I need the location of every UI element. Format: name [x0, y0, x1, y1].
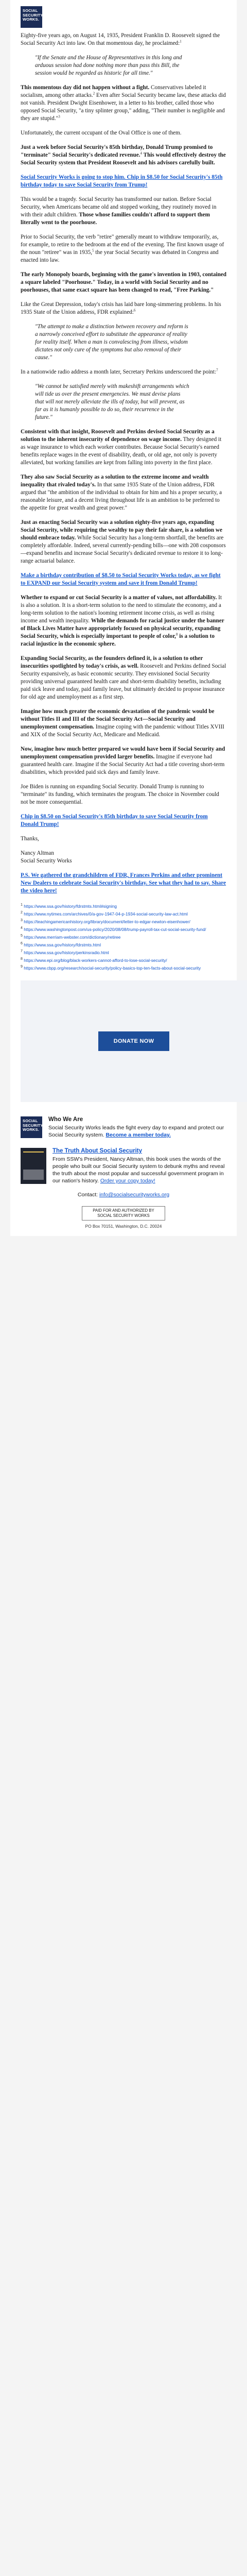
logo-line-3: WORKS.	[23, 17, 40, 22]
paragraph-2: This momentous day did not happen without a fight. Conservatives labeled it socialism, among other attacks.$^2$ Even after Social Security became law, these attacks did not vanish. President Dwight Eisenhower, in a letter to his brother, called those who opposed Social Security, "a tiny splinter group," adding, "Their number is negligible and they are stupid."$^3$	[21, 84, 226, 122]
paragraph-15: Imagine how much greater the economic devastation of the pandemic would be without Titles II and III of the Social Security Act—Social Security and unemployment compensation. Imagine coping with the pandemic without Titles XVIII and XIX of the Social Security Act, Medicare and Medicaid.	[21, 708, 224, 738]
paragraph-16: Now, imagine how much better prepared we would have been if Social Security and unemployment compensation provided larger benefits. Imagine if everyone had guaranteed health care. Imagine if the Social Security Act had a title covering short-term disabilities, which provided paid sick days and family leave.	[21, 746, 225, 775]
paragraph-10: Consistent with that insight, Roosevelt and Perkins devised Social Security as a solution to the inherent insecurity of dependence on wage income. They designed it as wage insurance to which each worker contributes. Because Social Security's earned benefits replace wages in the event of disability, death, or old age, not only is poverty alleviated, but working families are kept from falling into poverty in the first place.	[21, 429, 222, 466]
donate-section	[21, 980, 247, 1102]
footer-logo-line-3: WORKS.	[23, 1127, 40, 1132]
footnote	[21, 942, 226, 948]
order-book-link[interactable]: Order your copy today!	[100, 1178, 155, 1184]
book-promo-text	[52, 1148, 226, 1184]
donate-link-2[interactable]: Make a birthday contribution of $8.50 to Social Security Works today, as we fight to EXPAND our Social Security system and save it from Donald Trump!	[21, 572, 221, 586]
header	[21, 0, 226, 32]
footer-logo-line-1: SOCIAL	[23, 1118, 38, 1123]
paragraph-13: Whether to expand or cut Social Security is a matter of values, not affordability. It is also a solution. It is a short-term solution to the need to stimulate the economy, and a long-term solution to the nation's looming retirement income crisis, as well as rising income and wealth inequality. While the demands for racial justice under the banner of Black Lives Matter have appropriately focused on physical security, expanding Social Security, which is especially important to people of color,$^8$ is a solution to racial injustice in the economic sphere.	[21, 595, 224, 647]
footnote-link[interactable]: https://www.epi.org/blog/black-workers-cannot-afford-to-lose-social-security/	[24, 958, 167, 963]
logo-line-2: SECURITY	[23, 12, 43, 18]
footnote	[21, 935, 226, 940]
footnote-number: 9	[21, 965, 23, 969]
signoff-thanks: Thanks,	[21, 836, 39, 842]
paragraph-6: Prior to Social Security, the verb "retire" generally meant to withdraw temporarily, as, for example, to retire to the bedroom at the end of the evening. The first known usage of the noun "retiree" was in 1935,$^5$ the year Social Security was debated in Congress and enacted into law.	[21, 234, 224, 263]
book-title-link[interactable]: The Truth About Social Security	[52, 1148, 143, 1154]
footnote	[21, 904, 226, 909]
become-member-link[interactable]: Become a member today.	[105, 1132, 171, 1138]
donate-link-3-wrap	[21, 813, 226, 828]
footnote-number: 3	[21, 919, 23, 923]
book-description: From SSW's President, Nancy Altman, this book uses the words of the people who built our Social Security system to debunk myths and reveal the truth about the most popular and successful government program in our nation's history. Order your copy today!	[52, 1156, 225, 1184]
footnote	[21, 927, 226, 933]
paragraph-5: This would be a tragedy. Social Security has transformed our nation. Before Social Security, when Americans became old and stopped working, they routinely moved in with their adult children. Those whose families couldn't afford to support them literally went to the poorhouse.	[21, 196, 217, 226]
footnote-number: 2	[21, 911, 23, 915]
ps-video-link[interactable]: P.S. We gathered the grandchildren of FDR, Frances Perkins and other prominent New Dealers to celebrate Social Security's birthday. See what they had to say. Share the video here!	[21, 872, 226, 894]
book-promo	[21, 1148, 226, 1184]
footnote-list	[21, 902, 226, 976]
social-security-works-logo[interactable]	[21, 6, 42, 28]
signature	[21, 850, 226, 865]
paid-for-disclaimer	[82, 1206, 165, 1221]
footer	[10, 1102, 237, 1236]
ps-wrap	[21, 872, 226, 895]
mailing-address: PO Box 70151, Washington, D.C. 20024	[85, 1224, 162, 1229]
donate-link-1-wrap	[21, 174, 226, 189]
signature-name: Nancy Altman	[21, 850, 54, 856]
who-we-are-text	[48, 1116, 226, 1139]
book-title	[52, 1148, 226, 1154]
donate-link-1[interactable]: Social Security Works is going to stop him. Chip in $8.50 for Social Security's 85th birthday today to save Social Security from Trump!	[21, 174, 223, 188]
footnote-number: 5	[21, 934, 23, 938]
footnote	[21, 950, 226, 956]
footnote-link[interactable]: https://www.ssa.gov/history/fdrstmts.html#signing	[24, 904, 117, 909]
paragraph-11: They also saw Social Security as a solution to the extreme income and wealth inequality that rivaled today's. In that same 1935 State of the Union address, FDR argued that "the ambition of the individual to obtain for him and his a proper security, a reasonable leisure, and a decent living throughout life is an ambition to be preferred to the appetite for great wealth and great power."	[21, 474, 222, 511]
who-we-are	[21, 1116, 226, 1139]
paragraph-3: Unfortunately, the current occupant of the Oval Office is one of them.	[21, 130, 182, 136]
email-body	[10, 0, 237, 1102]
footer-logo-line-2: SECURITY	[23, 1123, 43, 1128]
email-viewport	[0, 0, 247, 1245]
quote-fdr-state-of-union: "The attempt to make a distinction between recovery and reform is a narrowly conceived effort to substitute the appearance of reality for reality itself. When a man is convalescing from illness, wisdom dictates not only cure of the symptoms but also removal of their cause."	[35, 324, 188, 361]
footnote-link[interactable]: https://www.ssa.gov/history/fdrstmts.html	[24, 942, 101, 947]
paid-line-2: SOCIAL SECURITY WORKS	[97, 1213, 150, 1218]
donate-link-3[interactable]: Chip in $8.50 on Social Security's 85th birthday to save Social Security from Donald Trump!	[21, 814, 208, 827]
paragraph-1: Eighty-five years ago, on August 14, 1935, President Franklin D. Roosevelt signed the Social Security Act into law. On that momentous day, he proclaimed:$^1$	[21, 32, 220, 46]
paragraph-12: Just as enacting Social Security was a solution eighty-five years ago, expanding Social Security, while requiring the wealthy to pay their fair share, is a solution we should embrace today. While Social Security has a long-term shortfall, the benefits are completely affordable. Indeed, several currently-pending bills—one with 208 cosponsors—expand benefits and increase Social Security's dedicated revenue to restore it to long-range actuarial balance.	[21, 519, 226, 564]
donate-now-button[interactable]: DONATE NOW	[98, 1031, 169, 1051]
paragraph-4: Just a week before Social Security's 85th birthday, Donald Trump promised to "terminate" Social Security's dedicated revenue.$^4$ This would effectively destroy the Social Security system that President Roosevelt and his advisors carefully built.	[21, 144, 226, 166]
footnote-number: 6	[21, 942, 23, 946]
paragraph-17: Joe Biden is running on expanding Social Security. Donald Trump is running to "terminate" its funding, which terminates the program. The choice in November could not be more consequential.	[21, 784, 219, 805]
paid-line-1: PAID FOR AND AUTHORIZED BY	[93, 1208, 154, 1213]
footnote-link[interactable]: https://www.cbpp.org/research/social-security/policy-basics-top-ten-facts-about-social-security	[24, 965, 201, 971]
footnote-link[interactable]: https://teachingamericanhistory.org/library/document/letter-to-edgar-newton-eisenhower/	[24, 919, 190, 924]
footnote-number: 7	[21, 950, 23, 954]
footnote	[21, 965, 226, 971]
footnote-link[interactable]: https://www.ssa.gov/history/perkinsradio.html	[24, 950, 109, 955]
footer-logo[interactable]	[21, 1116, 42, 1138]
paragraph-9: In a nationwide radio address a month later, Secretary Perkins underscored the point:$^7$	[21, 368, 218, 375]
book-cover-image[interactable]	[21, 1148, 46, 1184]
footnote	[21, 919, 226, 925]
quote-perkins: "We cannot be satisfied merely with makeshift arrangements which will tide us over the present emergencies. We must devise plans that will not merely alleviate the ills of today, but will prevent, as far as it is humanly possible to do so, their recurrence in the future."	[35, 383, 189, 420]
donate-link-2-wrap	[21, 572, 226, 587]
who-we-are-title: Who We Are	[48, 1116, 83, 1123]
footnote-link[interactable]: https://www.washingtonpost.com/us-policy/2020/08/08/trump-payroll-tax-cut-social-security-fund/	[24, 927, 206, 932]
who-we-are-body: Social Security Works leads the fight every day to expand and protect our Social Security system. Become a member today.	[48, 1125, 224, 1138]
logo-line-1: SOCIAL	[23, 8, 38, 13]
paragraph-14: Expanding Social Security, as the founders defined it, is a solution to other insecurities spotlighted by today's crisis, as well. Roosevelt and Perkins defined Social Security expansively, as basic economic security. They envisioned Social Security providing universal guaranteed health care and short-term disability benefits, including paid sick leave and today, paid family leave, but ultimately decided to propose insurance for old age and unemployment as a first step.	[21, 655, 226, 700]
paragraph-8: Like the Great Depression, today's crisis has laid bare long-simmering problems. In his 1935 State of the Union address, FDR explained:$^6$	[21, 301, 221, 315]
footnote	[21, 958, 226, 963]
contact-line: Contact: info@socialsecurityworks.org	[77, 1192, 170, 1198]
footnote-number: 4	[21, 926, 23, 930]
contact-email-link[interactable]: info@socialsecurityworks.org	[99, 1192, 170, 1198]
footnote-number: 1	[21, 903, 23, 907]
quote-fdr-signing: "If the Senate and the House of Representatives in this long and arduous session had done nothing more than pass this Bill, the session would be regarded as historic for all time."	[35, 55, 182, 76]
footnote-link[interactable]: https://www.merriam-webster.com/dictionary/retiree	[24, 935, 121, 940]
footnote	[21, 911, 226, 917]
paragraph-monopoly: The early Monopoly boards, beginning with the game's invention in 1903, contained a square labeled "Poorhouse." Today, in a world with Social Security and no poorhouses, that same exact square has been changed to read, "Free Parking."	[21, 272, 226, 293]
signature-title: Social Security Works	[21, 858, 72, 864]
footnote-number: 8	[21, 957, 23, 961]
footnote-link[interactable]: https://www.nytimes.com/archives/0/a-gov-1947-04-p-1934-social-security-law-act.html	[24, 911, 188, 917]
